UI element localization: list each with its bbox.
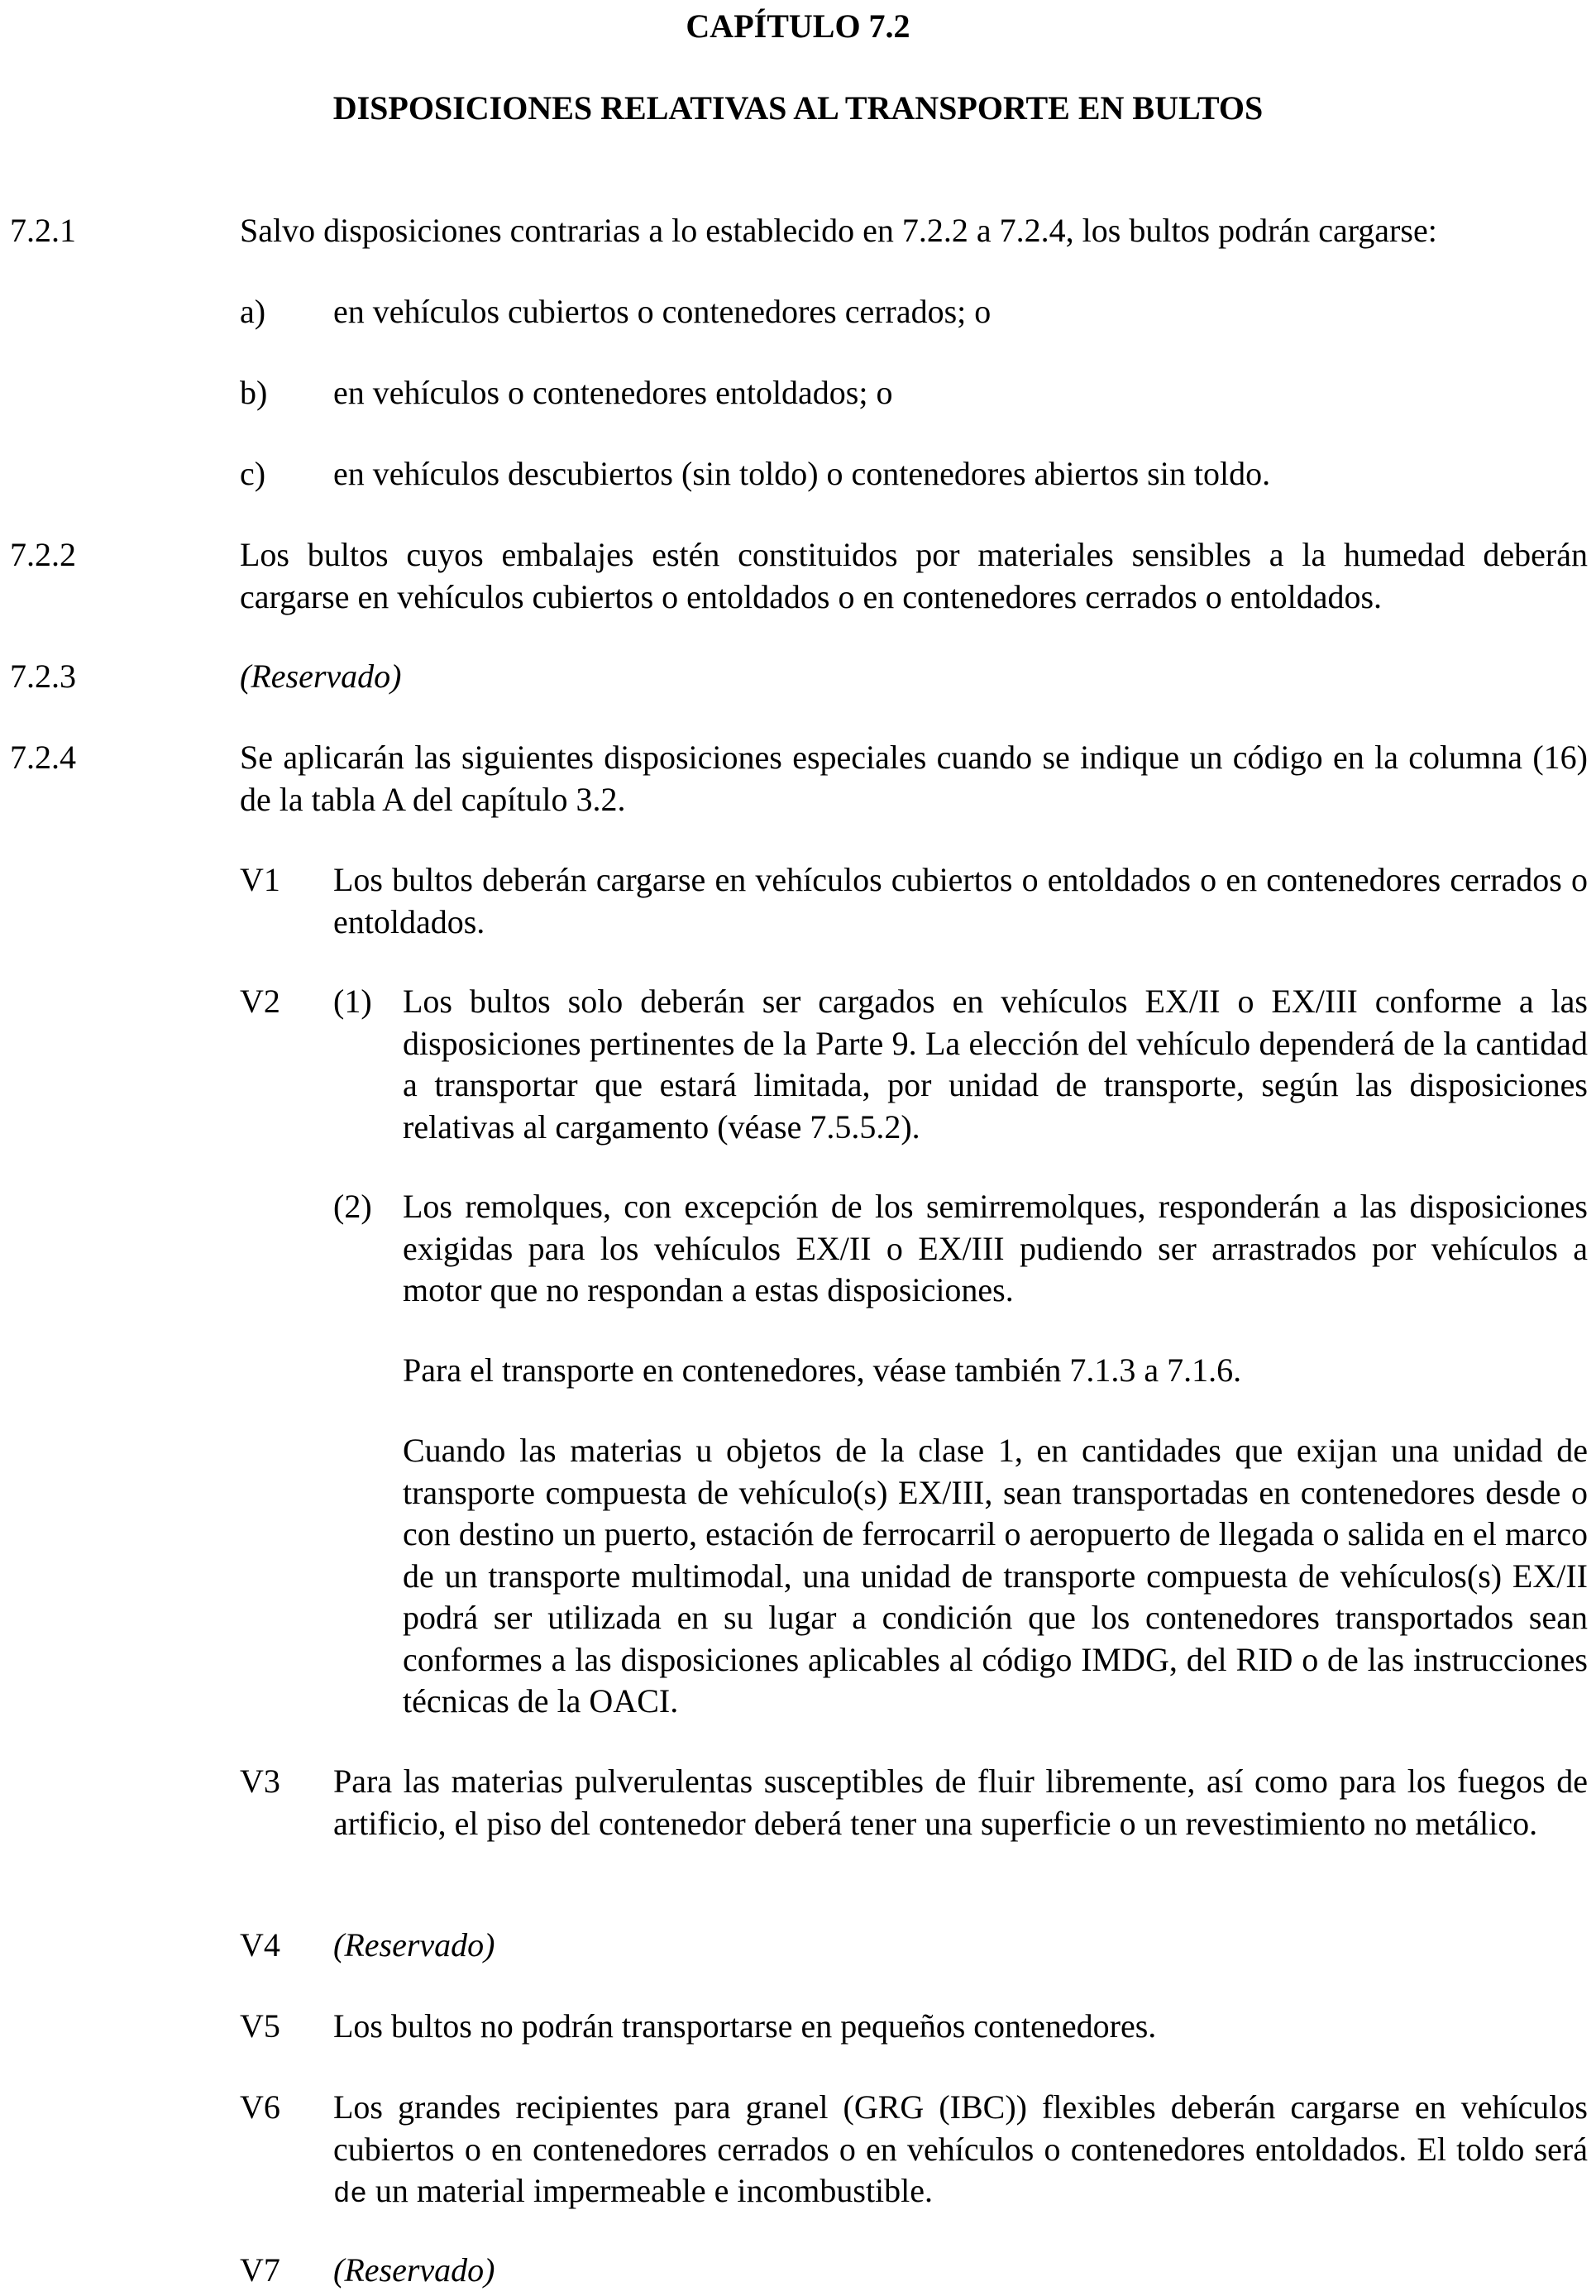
list-item-label-b: b) [240, 374, 268, 411]
section-number-7-2-4: 7.2.4 [10, 739, 76, 776]
provision-code-v3: V3 [240, 1763, 280, 1800]
section-text-7-2-1: Salvo disposiciones contrarias a lo establecido en 7.2.2 a 7.2.4, los bultos podrán cargarse: [240, 212, 1437, 249]
list-item-text-a: en vehículos cubiertos o contenedores cerrados; o [333, 293, 992, 330]
section-text-7-2-4: Se aplicarán las siguientes disposiciones especiales cuando se indique un código en la columna (16) de la tabla A del capítulo 3.2. [240, 739, 1588, 818]
provision-text-v3: Para las materias pulverulentas susceptibles de fluir libremente, así como para los fuegos de artificio, el piso del contenedor deberá tener una superficie o un revestimiento no metálico. [333, 1763, 1588, 1842]
provision-text-v6-mono: de [333, 2179, 367, 2211]
provision-text-v6-part-2: un material impermeable e incombustible. [366, 2172, 934, 2209]
provision-code-v1: V1 [240, 861, 280, 898]
list-item-label-a: a) [240, 293, 266, 330]
provision-code-v7: V7 [240, 2251, 280, 2289]
section-number-7-2-1: 7.2.1 [10, 212, 76, 249]
provision-code-v6: V6 [240, 2088, 280, 2126]
provision-text-v6-part-1: Los grandes recipientes para granel (GRG (IBC)) flexibles deberán cargarse en vehículos cubiertos o en contenedores cerrados o en vehículos o contenedores entoldados. El toldo será [333, 2088, 1588, 2168]
provision-v2-note-2: Cuando las materias u objetos de la clase 1, en cantidades que exijan una unidad de transporte compuesta de vehículo(s) EX/III, sean transportadas en contenedores desde o con destino un puerto, estación de ferrocarril o aeropuerto de llegada o salida en el marco de un transporte multimodal, una unidad de transporte compuesta de vehículos(s) EX/II podrá ser utilizada en su lugar a condición que los contenedores transportados sean conformes a las disposiciones aplicables al código IMDG, del RID o de las instrucciones técnicas de la OACI. [403, 1432, 1588, 1720]
list-item-text-b: en vehículos o contenedores entoldados; o [333, 374, 893, 411]
provision-v2-note-1: Para el transporte en contenedores, véase también 7.1.3 a 7.1.6. [403, 1351, 1242, 1389]
section-number-7-2-2: 7.2.2 [10, 536, 76, 573]
provision-code-v4: V4 [240, 1926, 280, 1964]
provision-text-v5: Los bultos no podrán transportarse en pequeños contenedores. [333, 2007, 1157, 2045]
section-text-7-2-3: (Reservado) [240, 658, 402, 695]
section-text-7-2-2: Los bultos cuyos embalajes estén constituidos por materiales sensibles a la humedad deberán cargarse en vehículos cubiertos o entoldados o en contenedores cerrados o entoldados. [240, 536, 1588, 615]
provision-text-v6 [333, 2087, 1588, 2217]
section-number-7-2-3: 7.2.3 [10, 658, 76, 695]
provision-code-v2: V2 [240, 983, 280, 1020]
chapter-heading: CAPÍTULO 7.2 [686, 7, 910, 45]
list-item-label-c: c) [240, 455, 266, 492]
provision-text-v1: Los bultos deberán cargarse en vehículos cubiertos o entoldados o en contenedores cerrados o entoldados. [333, 861, 1588, 940]
provision-v2-text-2: Los remolques, con excepción de los semirremolques, responderán a las disposiciones exigidas para los vehículos EX/II o EX/III pudiendo ser arrastrados por vehículos a motor que no respondan a estas disposiciones. [403, 1188, 1588, 1308]
provision-code-v5: V5 [240, 2007, 280, 2045]
provision-v2-text-1: Los bultos solo deberán ser cargados en vehículos EX/II o EX/III conforme a las disposiciones pertinentes de la Parte 9. La elección del vehículo dependerá de la cantidad a transportar que estará limitada, por unidad de transporte, según las disposiciones relativas al cargamento (véase 7.5.5.2). [403, 983, 1588, 1146]
provision-v2-label-1: (1) [333, 983, 372, 1020]
provision-text-v7: (Reservado) [333, 2251, 495, 2289]
provision-v2-label-2: (2) [333, 1188, 372, 1225]
list-item-text-c: en vehículos descubiertos (sin toldo) o contenedores abiertos sin toldo. [333, 455, 1271, 492]
provision-text-v4: (Reservado) [333, 1926, 495, 1964]
chapter-title: DISPOSICIONES RELATIVAS AL TRANSPORTE EN BULTOS [332, 89, 1264, 127]
